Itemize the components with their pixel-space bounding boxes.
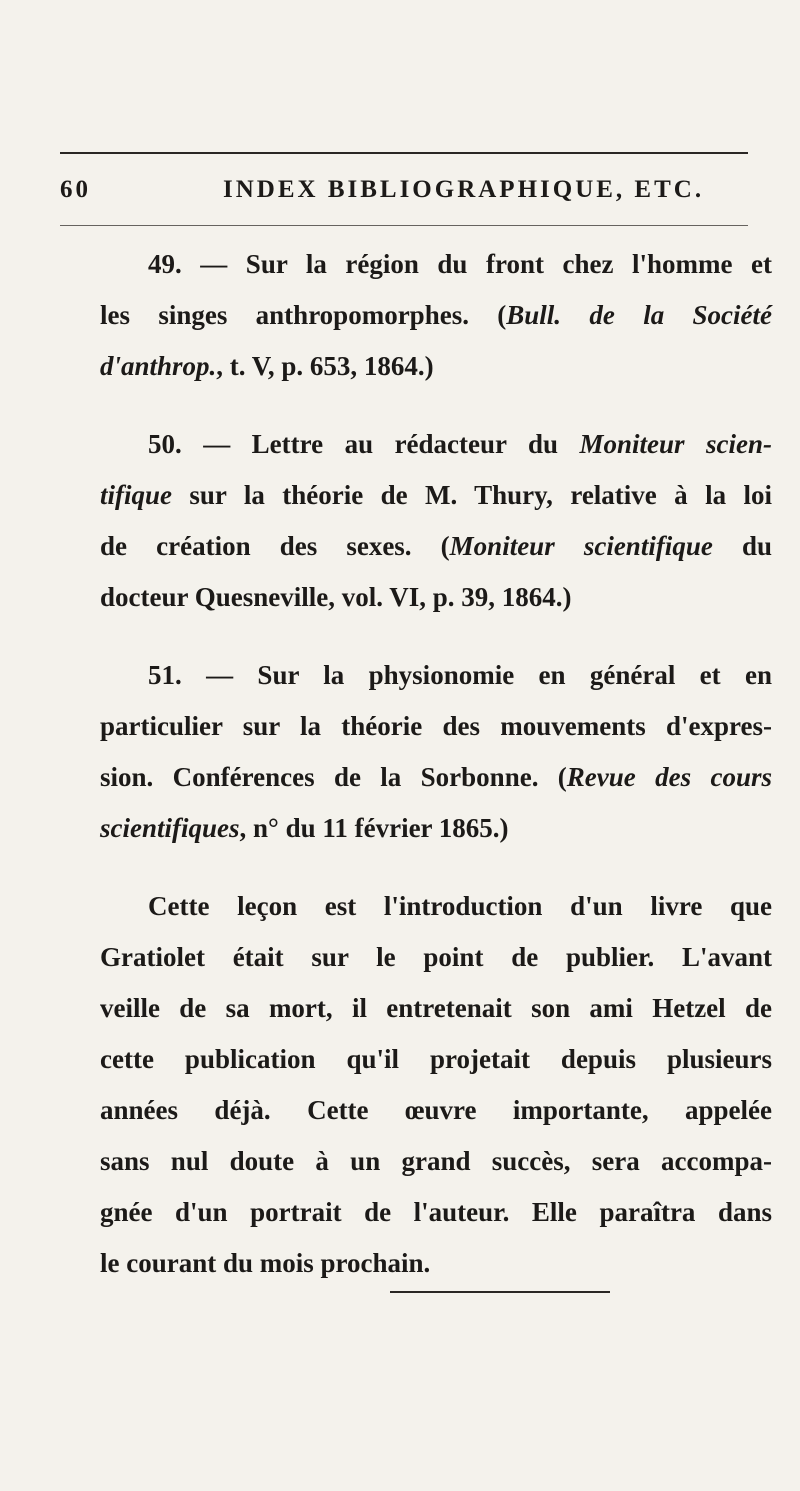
entry-line: tifique sur la théorie de M. Thury, relative à la loi	[100, 480, 772, 510]
entry-line: gnée d'un portrait de l'auteur. Elle paraîtra dans	[100, 1197, 772, 1227]
entry-line: Gratiolet était sur le point de publier. L'avant	[100, 942, 772, 972]
entry-51	[100, 650, 772, 854]
entry-line: 49. — Sur la région du front chez l'homme et	[148, 249, 772, 279]
entry-line: le courant du mois prochain.	[100, 1248, 431, 1278]
entry-line: sion. Conférences de la Sorbonne. (Revue des cours	[100, 762, 772, 792]
top-rule	[60, 152, 748, 154]
entry-line: 51. — Sur la physionomie en général et en	[148, 660, 772, 690]
entry-line: particulier sur la théorie des mouvements d'expres-	[100, 711, 772, 741]
text-block	[100, 239, 772, 1289]
entry-line: scientifiques, n° du 11 février 1865.)	[100, 813, 509, 843]
entry-line: les singes anthropomorphes. (Bull. de la Société	[100, 300, 772, 330]
entry-line: docteur Quesneville, vol. VI, p. 39, 1864.)	[100, 582, 572, 612]
entry-line: sans nul doute à un grand succès, sera accompa-	[100, 1146, 772, 1176]
entry-50	[100, 419, 772, 623]
entry-49	[100, 239, 772, 392]
entry-line: de création des sexes. (Moniteur scientifique du	[100, 531, 772, 561]
running-head	[60, 176, 748, 212]
entry-line: Cette leçon est l'introduction d'un livre que	[148, 891, 772, 921]
note-paragraph	[100, 881, 772, 1289]
entry-line: années déjà. Cette œuvre importante, appelée	[100, 1095, 772, 1125]
page-number: 60	[60, 176, 91, 203]
entry-line: 50. — Lettre au rédacteur du Moniteur scien-	[148, 429, 772, 459]
header-rule	[60, 225, 748, 226]
entry-line: cette publication qu'il projetait depuis plusieurs	[100, 1044, 772, 1074]
entry-line: d'anthrop., t. V, p. 653, 1864.)	[100, 351, 434, 381]
end-rule	[390, 1291, 610, 1293]
entry-line: veille de sa mort, il entretenait son ami Hetzel de	[100, 993, 772, 1023]
running-title: INDEX BIBLIOGRAPHIQUE, ETC.	[223, 176, 705, 203]
